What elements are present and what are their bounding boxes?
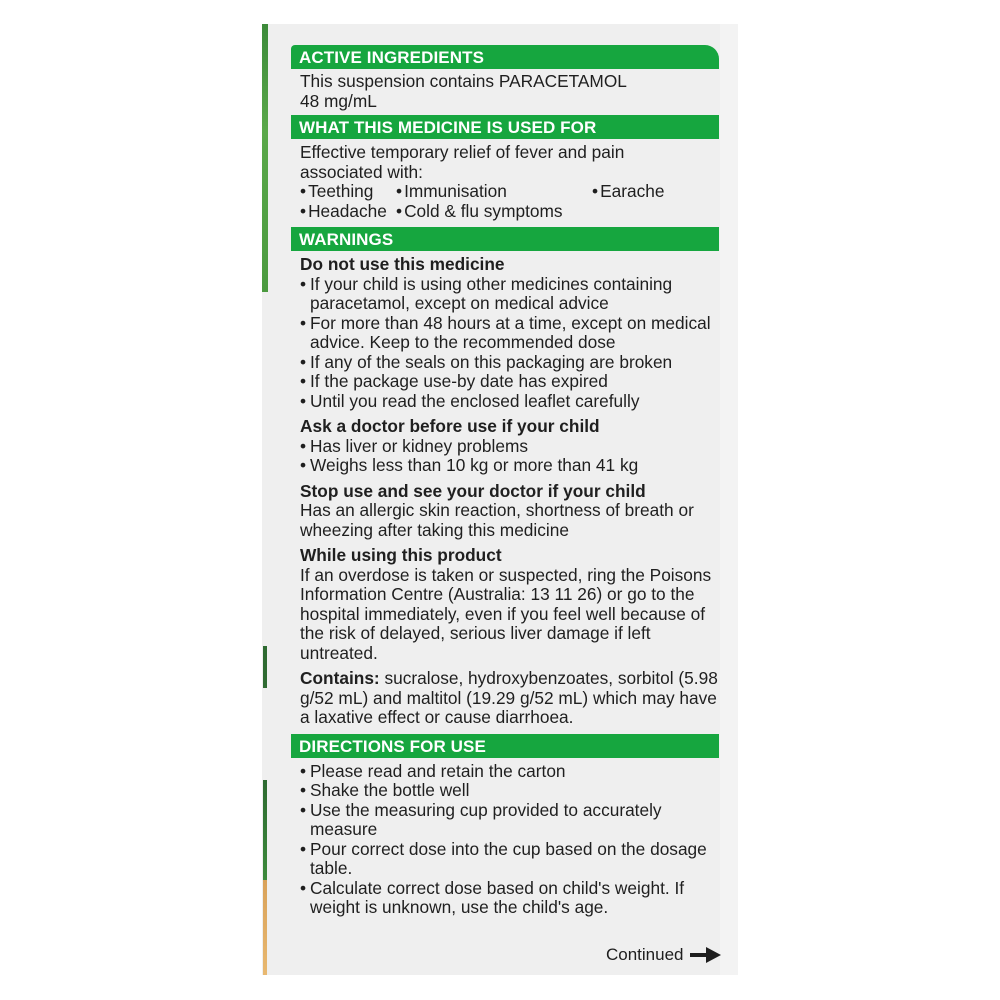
used-for-body xyxy=(291,139,719,227)
used-for-intro-line: Effective temporary relief of fever and pain xyxy=(300,142,625,162)
warning-item: • If the package use-by date has expired xyxy=(300,372,719,392)
do-not-use-list xyxy=(300,275,719,412)
carton-side-strip-dark-green xyxy=(263,646,267,688)
continued-indicator xyxy=(606,945,722,965)
directions-list xyxy=(300,762,719,918)
contains-text: sucralose, hydroxybenzoates, sorbitol (5.98 g/52 mL) and maltitol (19.29 g/52 mL) which may have a laxative effect or cause diarrhoea. xyxy=(300,668,718,727)
active-ingredients-line: 48 mg/mL xyxy=(300,90,377,111)
ask-doctor-title: Ask a doctor before use if your child xyxy=(300,416,600,436)
active-ingredients-body xyxy=(291,69,719,115)
stop-use-text: Has an allergic skin reaction, shortness of breath or wheezing after taking this medicine xyxy=(300,500,694,540)
contains-statement xyxy=(300,669,719,728)
warnings-body xyxy=(291,251,719,734)
arrow-right-icon xyxy=(690,946,722,964)
while-using-title: While using this product xyxy=(300,545,502,565)
warning-item: • For more than 48 hours at a time, except on medical advice. Keep to the recommended dose xyxy=(300,314,719,353)
condition-item: • Teething xyxy=(300,182,396,202)
warnings-section xyxy=(291,227,719,734)
active-ingredients-section xyxy=(291,45,719,115)
warnings-heading: WARNINGS xyxy=(291,227,719,251)
warning-item: • If your child is using other medicines containing paracetamol, except on medical advice xyxy=(300,275,719,314)
active-ingredients-line: This suspension contains PARACETAMOL xyxy=(300,71,627,91)
condition-item: • Immunisation xyxy=(396,182,592,202)
carton-side-strip-green-lower xyxy=(263,780,267,880)
carton-edge-shading xyxy=(720,24,738,975)
active-ingredients-heading: ACTIVE INGREDIENTS xyxy=(291,45,719,69)
directions-heading: DIRECTIONS FOR USE xyxy=(291,734,719,758)
used-for-conditions-list xyxy=(300,182,719,221)
used-for-heading: WHAT THIS MEDICINE IS USED FOR xyxy=(291,115,719,139)
while-using-text: If an overdose is taken or suspected, ring the Poisons Information Centre (Australia: 13 11 26) or go to the hospital immediately, even if you feel well because of the risk of delayed, serious liver damage if left untreated. xyxy=(300,564,712,663)
continued-label: Continued xyxy=(606,945,684,964)
warning-item: • Until you read the enclosed leaflet carefully xyxy=(300,392,719,412)
warning-item: • If any of the seals on this packaging are broken xyxy=(300,353,719,373)
ask-doctor-item: • Weighs less than 10 kg or more than 41 kg xyxy=(300,456,719,476)
ask-doctor-item: • Has liver or kidney problems xyxy=(300,437,719,457)
contains-label: Contains: xyxy=(300,668,380,688)
direction-item: • Use the measuring cup provided to accurately measure xyxy=(300,801,719,840)
used-for-intro-line: associated with: xyxy=(300,161,423,182)
carton-side-strip-green xyxy=(262,24,268,292)
direction-item: • Please read and retain the carton xyxy=(300,762,719,782)
directions-section xyxy=(291,734,719,918)
condition-item: • Headache xyxy=(300,202,396,222)
condition-item: • Cold & flu symptoms xyxy=(396,202,592,222)
carton-label-content xyxy=(291,45,719,918)
direction-item: • Calculate correct dose based on child's weight. If weight is unknown, use the child's age. xyxy=(300,879,719,918)
direction-item: • Pour correct dose into the cup based on the dosage table. xyxy=(300,840,719,879)
used-for-section xyxy=(291,115,719,227)
stop-use-title: Stop use and see your doctor if your child xyxy=(300,480,646,501)
ask-doctor-list xyxy=(300,437,719,476)
do-not-use-title: Do not use this medicine xyxy=(300,254,505,274)
condition-item: • Earache xyxy=(592,182,719,202)
directions-body xyxy=(291,758,719,918)
direction-item: • Shake the bottle well xyxy=(300,781,719,801)
carton-side-strip-orange xyxy=(263,880,267,975)
